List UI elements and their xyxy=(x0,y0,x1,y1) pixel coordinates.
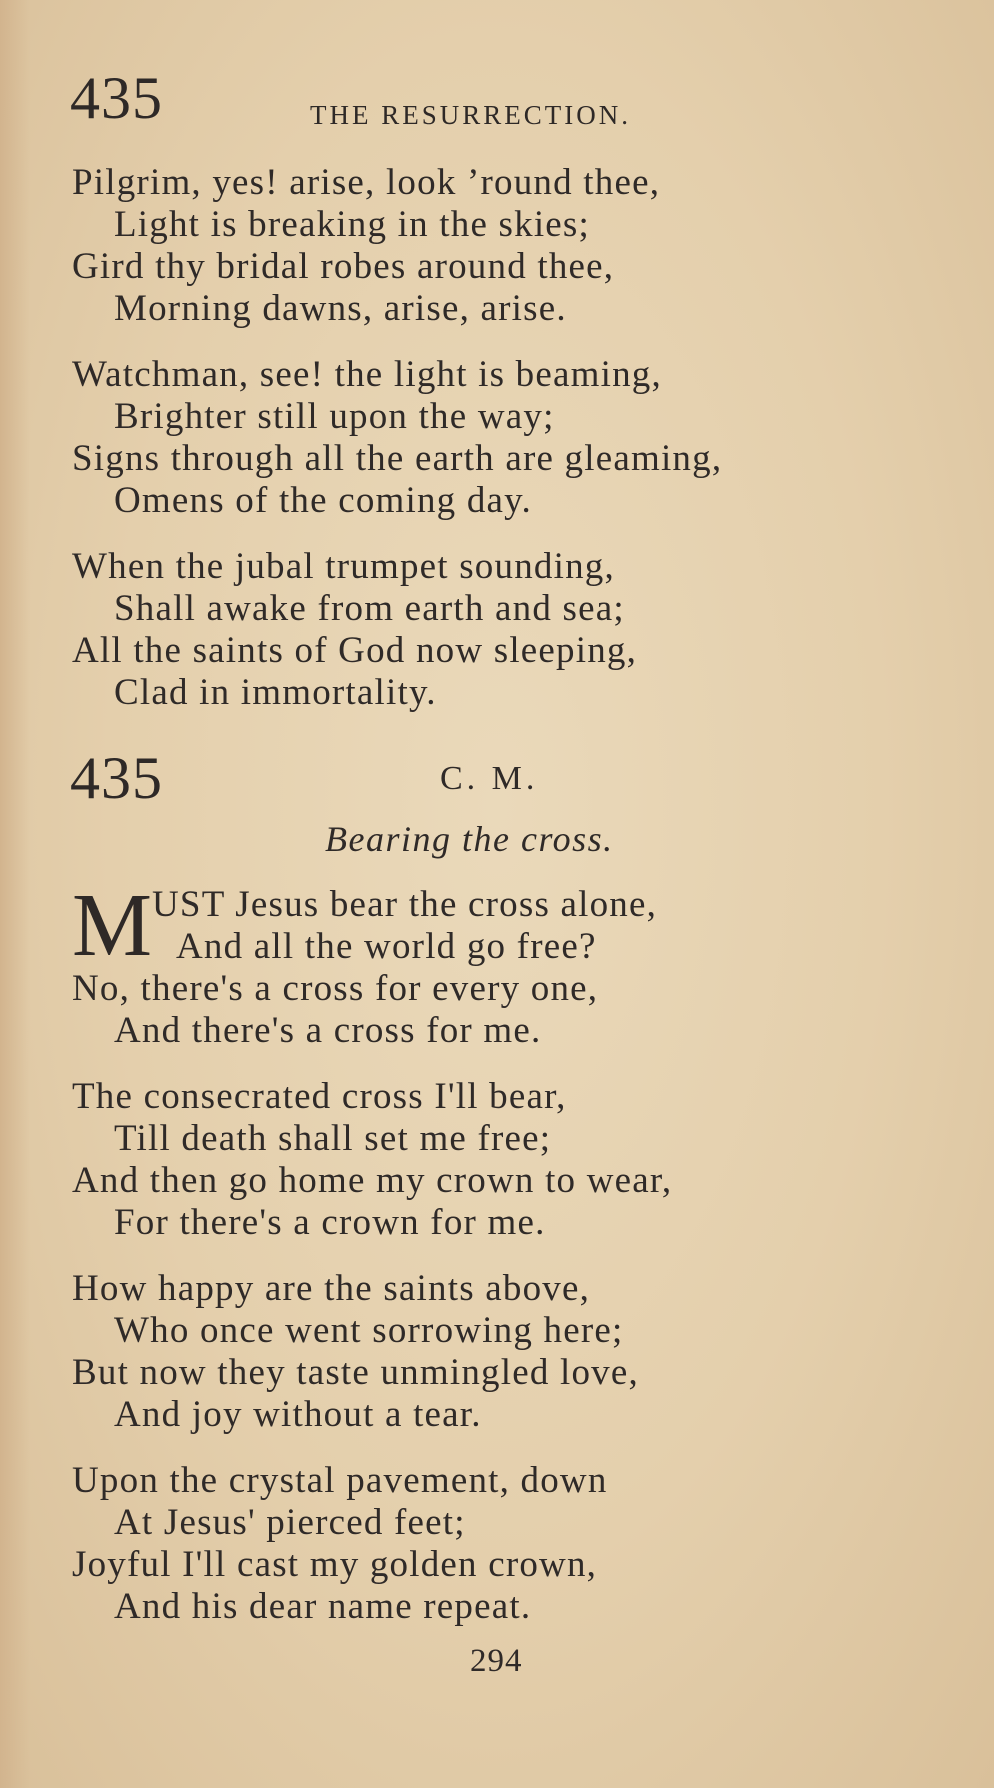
stanza xyxy=(72,162,972,330)
hymn-line: How happy are the saints above, xyxy=(72,1268,591,1309)
hymn-line: All the saints of God now sleeping, xyxy=(72,630,638,671)
stanza xyxy=(72,354,972,522)
hymn-line: And all the world go free? xyxy=(176,926,597,967)
hymn-line: And there's a cross for me. xyxy=(114,1010,542,1051)
drop-cap: M xyxy=(72,876,153,975)
hymn-line: Till death shall set me free; xyxy=(114,1118,552,1159)
hymn-line: Watchman, see! the light is beaming, xyxy=(72,354,662,395)
page-number: 294 xyxy=(470,1643,523,1679)
stanza xyxy=(72,1268,972,1436)
hymn-line: And then go home my crown to wear, xyxy=(72,1160,673,1201)
hymn-body xyxy=(72,876,972,1652)
hymn-line: Brighter still upon the way; xyxy=(114,396,555,437)
hymn-line: Upon the crystal pavement, down xyxy=(72,1460,608,1501)
hymn-line: Shall awake from earth and sea; xyxy=(114,588,625,629)
hymn-number: 435 xyxy=(70,745,163,811)
page-header xyxy=(70,65,730,138)
hymn-line: UST Jesus bear the cross alone, xyxy=(152,884,658,925)
hymn-line: Gird thy bridal robes around thee, xyxy=(72,246,615,287)
hymn-line: Joyful I'll cast my golden crown, xyxy=(72,1544,598,1585)
hymn-line: Signs through all the earth are gleaming, xyxy=(72,438,723,479)
hymn-line: But now they taste unmingled love, xyxy=(72,1352,639,1393)
stanza xyxy=(72,546,972,714)
hymn-meter: C. M. xyxy=(440,760,539,797)
page-edge-shadow xyxy=(0,0,30,1788)
hymn-line: The consecrated cross I'll bear, xyxy=(72,1076,567,1117)
hymn-subtitle: Bearing the cross. xyxy=(325,819,614,859)
hymn-header xyxy=(70,745,770,818)
hymn-line: Pilgrim, yes! arise, look ’round thee, xyxy=(72,162,661,203)
hymn-line: Morning dawns, arise, arise. xyxy=(114,288,567,329)
hymn-line: No, there's a cross for every one, xyxy=(72,968,599,1009)
hymn-line: Who once went sorrowing here; xyxy=(114,1310,624,1351)
hymn-number: 435 xyxy=(70,65,163,131)
hymn-line: Omens of the coming day. xyxy=(114,480,532,521)
hymn-line: Light is breaking in the skies; xyxy=(114,204,590,245)
hymn-line: And joy without a tear. xyxy=(114,1394,482,1435)
hymn-line: At Jesus' pierced feet; xyxy=(114,1502,466,1543)
hymn-line: When the jubal trumpet sounding, xyxy=(72,546,615,587)
stanza xyxy=(72,1076,972,1244)
stanza xyxy=(72,1460,972,1628)
stanza xyxy=(72,876,972,1052)
running-title: THE RESURRECTION. xyxy=(310,100,631,130)
hymn-line: And his dear name repeat. xyxy=(114,1586,532,1627)
hymn-line: Clad in immortality. xyxy=(114,672,437,713)
hymn-continuation xyxy=(72,162,972,738)
hymn-line: For there's a crown for me. xyxy=(114,1202,546,1243)
